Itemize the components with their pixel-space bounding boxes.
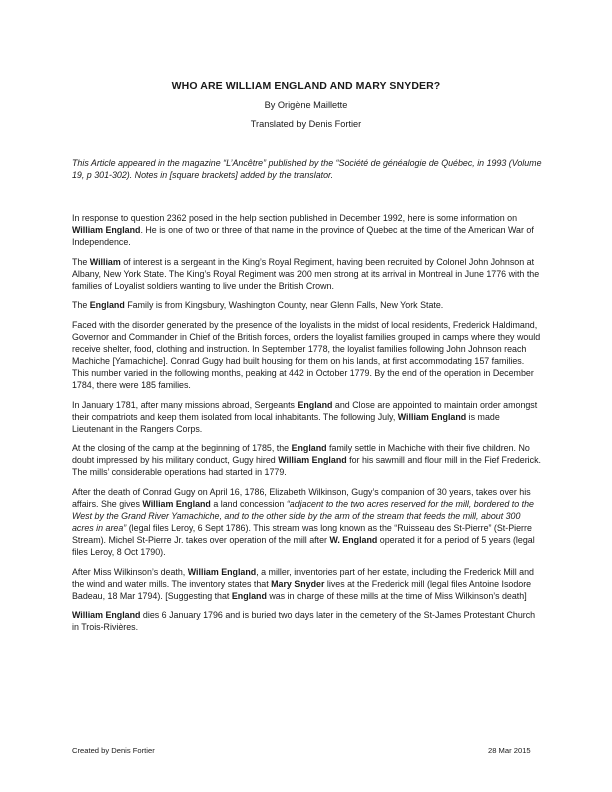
text-run: , a miller, inventories part of her estate, including the Frederick Mill and the wind and water mills. The inventory states that xyxy=(72,566,534,589)
bold-run: W. England xyxy=(329,535,378,546)
intro-note: This Article appeared in the magazine “L’Ancêtre” published by the “Société de généalogie de Québec, in 1993 (Volume 19, p 301-302). Notes in [square brackets] added by the translator. xyxy=(72,158,542,180)
bold-run: William xyxy=(89,256,121,267)
footer-date: 28 Mar 2015 xyxy=(488,746,531,755)
body-paragraph xyxy=(72,609,542,633)
bold-run: William England xyxy=(278,455,347,466)
text-run: is made Lieutenant in the Rangers Corps. xyxy=(72,411,500,434)
body-paragraph xyxy=(72,212,542,248)
text-run: operated it for a period of 5 years (legal files Leroy, 8 Oct 1790). xyxy=(72,535,535,558)
text-run: Family is from Kingsbury, Washington County, near Glenn Falls, New York State. xyxy=(124,300,444,311)
body-paragraph xyxy=(72,319,542,391)
text-run: of interest is a sergeant in the King’s Royal Regiment, having been recruited by Colonel John Johnson at Albany, New York State. The King’s Royal Regiment was 200 men strong at its arrival in Montreal in June 1776 with the families of Loyalist soldiers wanting to live under the British Crown. xyxy=(72,256,540,291)
text-run: The xyxy=(72,256,90,267)
bold-run: England xyxy=(291,443,327,454)
bold-run: England xyxy=(89,300,125,311)
bold-run: William England xyxy=(397,411,467,422)
body-paragraph xyxy=(72,256,542,292)
text-run: Faced with the disorder generated by the presence of the loyalists in the midst of local residents, Frederick Haldimand, Governor and Commander in Chief of the British forces, orders the loyalist families grouped in camps where they would receive shelter, food, clothing and instruction. In September 1778, the loyalist families following John Johnson reach Machiche [Yamachiche]. Conrad Gugy had built housing for them on his lands, at first accommodating 157 families. This number varied in the following months, peaking at 442 in October 1779. By the end of the operation in December 1784, there were 185 families. xyxy=(72,319,541,391)
bold-run: William England xyxy=(187,566,257,577)
text-run: lives at the Frederick mill (legal files Antoine Isodore Badeau, 18 Mar 1794). [Suggesting that xyxy=(72,578,532,601)
bold-run: William England xyxy=(72,610,141,621)
bold-run: William England xyxy=(72,225,141,236)
text-run: The xyxy=(72,300,90,311)
text-run: After the death of Conrad Gugy on April 16, 1786, Elizabeth Wilkinson, Gugy’s companion of 30 years, takes over his affairs. She gives xyxy=(72,486,531,509)
bold-run: Mary Snyder xyxy=(271,578,325,589)
body-paragraph xyxy=(72,399,542,435)
text-run: for his sawmill and flour mill in the Fief Frederick. The mills’ considerable operations had started in 1779. xyxy=(72,455,541,478)
bold-run: England xyxy=(297,399,333,410)
text-run: was in charge of these mills at the time of Miss Wilkinson’s death] xyxy=(266,590,527,601)
text-run: After Miss Wilkinson’s death, xyxy=(72,566,188,577)
bold-run: England xyxy=(231,590,267,601)
text-run: family settle in Machiche with their five children. No doubt impressed by his military conduct, Gugy hired xyxy=(72,443,530,466)
article-title: WHO ARE WILLIAM ENGLAND AND MARY SNYDER? xyxy=(171,80,441,92)
text-run: In response to question 2362 posed in the help section published in December 1992, here is some information on xyxy=(72,213,518,223)
body-paragraph xyxy=(72,299,542,311)
text-run: In January 1781, after many missions abroad, Sergeants xyxy=(72,399,298,410)
bold-run: William England xyxy=(142,498,211,509)
text-run: (legal files Leroy, 6 Sept 1786). This stream was long known as the “Ruisseau des St-Pierre” (St-Pierre Stream). Michel St-Pierre Jr. takes over operation of the mill after xyxy=(72,523,532,546)
text-run: and Close are appointed to maintain order amongst their compatriots and keep them isolated from local inhabitants. The following July, xyxy=(72,399,538,422)
text-run: At the closing of the camp at the beginning of 1785, the xyxy=(72,443,292,454)
article-translator: Translated by Denis Fortier xyxy=(250,119,362,129)
footer-credit: Created by Denis Fortier xyxy=(72,746,155,755)
italic-run: “adjacent to the two acres reserved for the mill, bordered to the West by the Grand River Yamachiche, and to the other side by the arm of the stream that feeds the mill, about 300 acres in area” xyxy=(72,498,534,534)
text-run: a land concession xyxy=(210,498,287,509)
article-author: By Origène Maillette xyxy=(264,100,348,110)
body-paragraph xyxy=(72,442,542,478)
body-paragraph xyxy=(72,486,542,558)
text-run: . He is one of two or three of that name in the province of Quebec at the time of the American War of Independence. xyxy=(72,225,534,248)
body-paragraph xyxy=(72,566,542,602)
article-body xyxy=(72,212,542,641)
text-run: dies 6 January 1796 and is buried two days later in the cemetery of the St-James Protestant Church in Trois-Rivières. xyxy=(72,610,536,633)
